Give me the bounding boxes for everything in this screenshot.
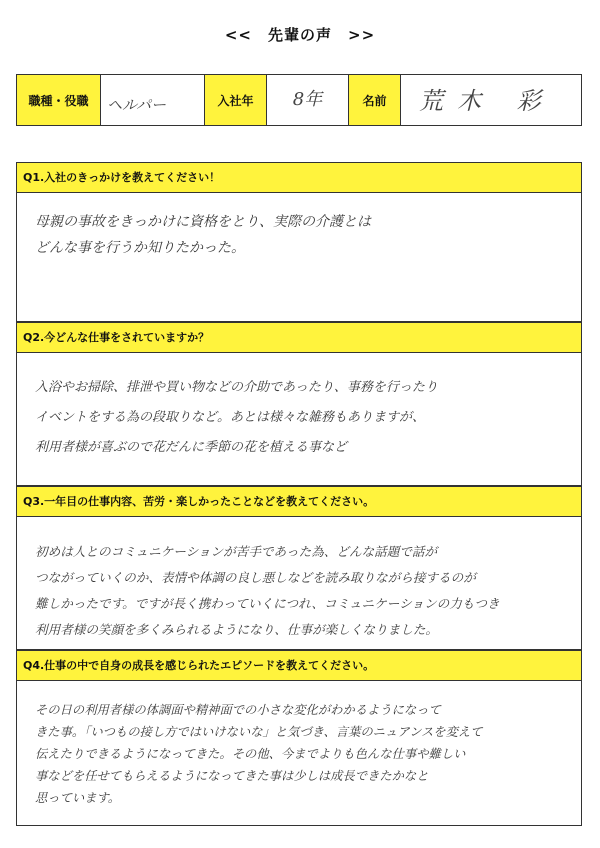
- answer-line: きた事。「いつもの接し方ではいけないな」と気づき、言葉のニュアンスを変えて: [35, 725, 483, 739]
- years-label: 入社年: [205, 75, 267, 125]
- question-heading: Q3.一年目の仕事内容、苦労・楽しかったことなどを教えてください。: [17, 487, 581, 517]
- answer-text: [17, 353, 581, 463]
- answer-line: 難しかったです。ですが長く携わっていくにつれ、コミュニケーションの力もつき: [35, 596, 500, 611]
- answer-line: イベントをする為の段取りなど。あとは様々な雑務もありますが、: [35, 410, 426, 425]
- answer-text: [17, 193, 581, 261]
- answer-line: その日の利用者様の体調面や精神面での小さな変化がわかるようになって: [35, 703, 441, 717]
- answer-line: 入浴やお掃除、排泄や買い物などの介助であったり、事務を行ったり: [35, 380, 438, 395]
- job-value: ヘルパー: [101, 75, 205, 125]
- answer-text: [17, 517, 581, 643]
- answer-line: 母親の事故をきっかけに資格をとり、実際の介護とは: [35, 214, 371, 230]
- question-block-2: [16, 322, 582, 486]
- question-block-4: [16, 650, 582, 826]
- answer-text: [17, 681, 581, 809]
- page-title: << 先輩の声 >>: [224, 26, 376, 44]
- question-block-3: [16, 486, 582, 650]
- question-heading: Q2.今どんな仕事をされていますか？: [17, 323, 581, 353]
- answer-line: どんな事を行うか知りたかった。: [35, 240, 245, 256]
- answer-line: 思っています。: [35, 791, 121, 805]
- profile-table: [16, 74, 582, 126]
- answer-line: 初めは人とのコミュニケーションが苦手であった為、どんな話題で話が: [35, 544, 438, 559]
- answer-line: 利用者様の笑顔を多くみられるようになり、仕事が楽しくなりました。: [35, 622, 438, 637]
- answer-line: 伝えたりできるようになってきた。その他、今までよりも色んな仕事や難しい: [35, 747, 466, 761]
- question-heading: Q1.入社のきっかけを教えてください！: [17, 163, 581, 193]
- question-block-1: [16, 162, 582, 322]
- name-value: 荒木 彩: [419, 86, 555, 115]
- answer-line: つながっていくのか、表情や体調の良し悪しなどを読み取りながら接するのが: [35, 570, 476, 585]
- job-label: 職種・役職: [17, 75, 101, 125]
- answer-line: 利用者様が喜ぶので花だんに季節の花を植える事など: [35, 440, 348, 455]
- name-label: 名前: [349, 75, 401, 125]
- answer-line: 事などを任せてもらえるようになってきた事は少しは成長できたかなと: [35, 769, 429, 783]
- question-heading: Q4.仕事の中で自身の成長を感じられたエピソードを教えてください。: [17, 651, 581, 681]
- years-value: 8年: [267, 75, 349, 125]
